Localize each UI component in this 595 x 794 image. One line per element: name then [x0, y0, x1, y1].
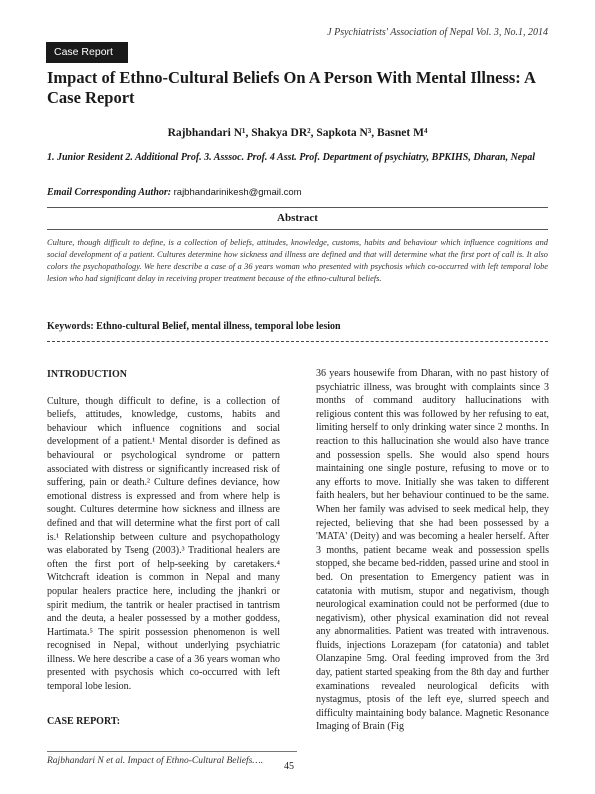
- keywords-value: Ethno-cultural Belief, mental illness, temporal lobe lesion: [96, 321, 341, 332]
- abstract-text: Culture, though difficult to define, is a collection of beliefs, attitudes, knowledge, customs, habits and behaviour which influence cognitions and social development of a patient. Cultures determine how sickness and illness are defined and that will determine what the first port of call is. It also colors the psychopathology. We here describe a case of a 36 years woman who presented with psychosis which co-occurred with left temporal lobe lesion who had significant delay in receiving proper treatment because of the ethno-cultural beliefs.: [47, 238, 548, 283]
- page-number: 45: [284, 761, 294, 772]
- email-label: Email Corresponding Author:: [47, 187, 172, 198]
- email-address[interactable]: rajbhandarinikesh@gmail.com: [173, 187, 302, 198]
- right-column: [316, 367, 549, 734]
- abstract-top-rule: [47, 207, 548, 208]
- article-title: Impact of Ethno-Cultural Beliefs On A Person With Mental Illness: A Case Report: [47, 68, 536, 107]
- article-type-badge: Case Report: [46, 42, 128, 63]
- corresponding-email: [47, 187, 302, 198]
- footer-rule: [47, 751, 297, 752]
- keywords-line: [47, 321, 341, 332]
- journal-citation-header: J Psychiatrists' Association of Nepal Vol. 3, No.1, 2014: [327, 27, 548, 38]
- author-affiliations: 1. Junior Resident 2. Additional Prof. 3. Asssoc. Prof. 4 Asst. Prof. Department of psychiatry, BPKIHS, Dharan, Nepal: [47, 152, 536, 163]
- case-report-text: 36 years housewife from Dharan, with no past history of psychiatric illness, was brought with complaints since 3 months of command auditory hallucinations with religious content this was followed by her refusing to eat, limiting herself to only drinking water since 2 months. In reaction to this hallucination she would also have trance and possession spells. She would also spend hours maintaining one single posture, refusing to move or to any efforts to move. Initially she was taken to different faith healers, but her behaviour continued to be the same. When her family was advised to seek medical help, they rejected, believing that she had been possessed by a 'MATA' (Deity) and was becoming a healer herself. After 3 months, patient became weak and possession spells stopped, she became bed-ridden, passed urine and stool in bed. On presentation to Emergency patient was in catatonia with mutism, stupor and negativism, though neurological examination could not be performed (due to negativism), other physical examination did not reveal any abnormalities. Patient was treated with intravenous. fluids, injections Lorazepam (for catatonia) and tablet Olanzapine 5mg. Oral feeding improved from the 3rd day, patient started speaking from the 8th day and further examinations revealed neurological deficits with nystagmus, ptosis of the left eye, slurred speech and difficulty maintaining body balance. Magnetic Resonance Imaging of Brain (Fig: [316, 368, 549, 733]
- abstract-heading-rule: [47, 229, 548, 230]
- footer-citation: Rajbhandari N et al. Impact of Ethno-Cultural Beliefs….: [47, 756, 264, 766]
- section-divider-dashed: [47, 341, 548, 342]
- introduction-text: Culture, though difficult to define, is a collection of beliefs, attitudes, knowledge, customs, habits and behaviour which influence cognitions and social development of a patient.¹ Mental disorder is defined as behavioural or psychological syndrome or pattern associated with distress or significantly increased risk of suffering, pain or death.² Culture defines deviance, how emotional distress is expressed and from where help is sought. Cultures determine how sickness and illness are defined and that will determine what the first port of call is.¹ Relationship between culture and psychopathology was elaborated by Tseng (2003).³ Traditional healers are often the first port of help-seeking by caretakers.⁴ Witchcraft ideation is common in Nepal and many popular healers practice here, including the jhankri or spirit medium, the tantrik or healer practised in tantrism and the deuta, a healer possessed by a mother goddess, Hartimata.⁵ The spirit possession phenomenon is well recognised in Nepal, without underlying psychiatric illness. We here describe a case of a 36 years woman who presented with psychosis which co-occurred with left temporal lobe lesion.: [47, 395, 280, 693]
- author-list: Rajbhandari N¹, Shakya DR², Sapkota N³, Basnet M⁴: [167, 127, 428, 139]
- case-report-heading: CASE REPORT:: [47, 716, 121, 727]
- left-column: [47, 368, 280, 694]
- keywords-label: Keywords:: [47, 321, 94, 332]
- introduction-heading: INTRODUCTION: [47, 369, 128, 380]
- abstract-heading: Abstract: [277, 212, 318, 224]
